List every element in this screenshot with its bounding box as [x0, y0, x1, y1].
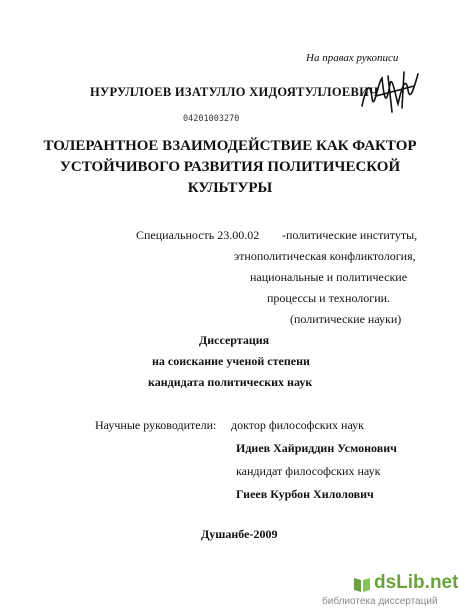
specialty-line: процессы и технологии.: [267, 291, 391, 305]
dissertation-heading: Диссертация: [199, 333, 270, 347]
registration-number: 04201003270: [183, 114, 240, 124]
city-year: Душанбе-2009: [201, 527, 278, 541]
rights-note: На правах рукописи: [306, 52, 399, 64]
dissertation-degree-line: кандидата политических наук: [148, 375, 313, 389]
specialty-line: (политические науки): [290, 312, 402, 326]
title-line: УСТОЙЧИВОГО РАЗВИТИЯ ПОЛИТИЧЕСКОЙ: [59, 159, 401, 175]
dissertation-degree-line: на соискание ученой степени: [152, 354, 310, 368]
title-line: ТОЛЕРАНТНОЕ ВЗАИМОДЕЙСТВИЕ КАК ФАКТОР: [43, 138, 417, 154]
advisor-name: Гиеев Курбон Хилолович: [236, 487, 374, 501]
advisors-label: Научные руководители:: [95, 418, 217, 432]
title-line: КУЛЬТУРЫ: [187, 180, 273, 196]
advisor-name: Идиев Хайриддин Усмонович: [236, 441, 397, 455]
watermark-subtitle: библиотека диссертаций: [322, 596, 438, 607]
advisor-degree: доктор философских наук: [231, 418, 364, 432]
specialty-line: -политические институты,: [282, 228, 418, 242]
specialty-line: этнополитическая конфликтология,: [234, 249, 416, 263]
watermark-brand[interactable]: dsLib.net: [374, 572, 458, 593]
dissertation-title: [20, 136, 440, 199]
book-icon: [352, 574, 372, 594]
author-name: НУРУЛЛОЕВ ИЗАТУЛЛО ХИДОЯТУЛЛОЕВИЧ: [90, 85, 379, 99]
specialty-line: национальные и политические: [250, 270, 408, 284]
specialty-label: Специальность 23.00.02: [136, 228, 260, 242]
advisor-degree: кандидат философских наук: [236, 464, 381, 478]
